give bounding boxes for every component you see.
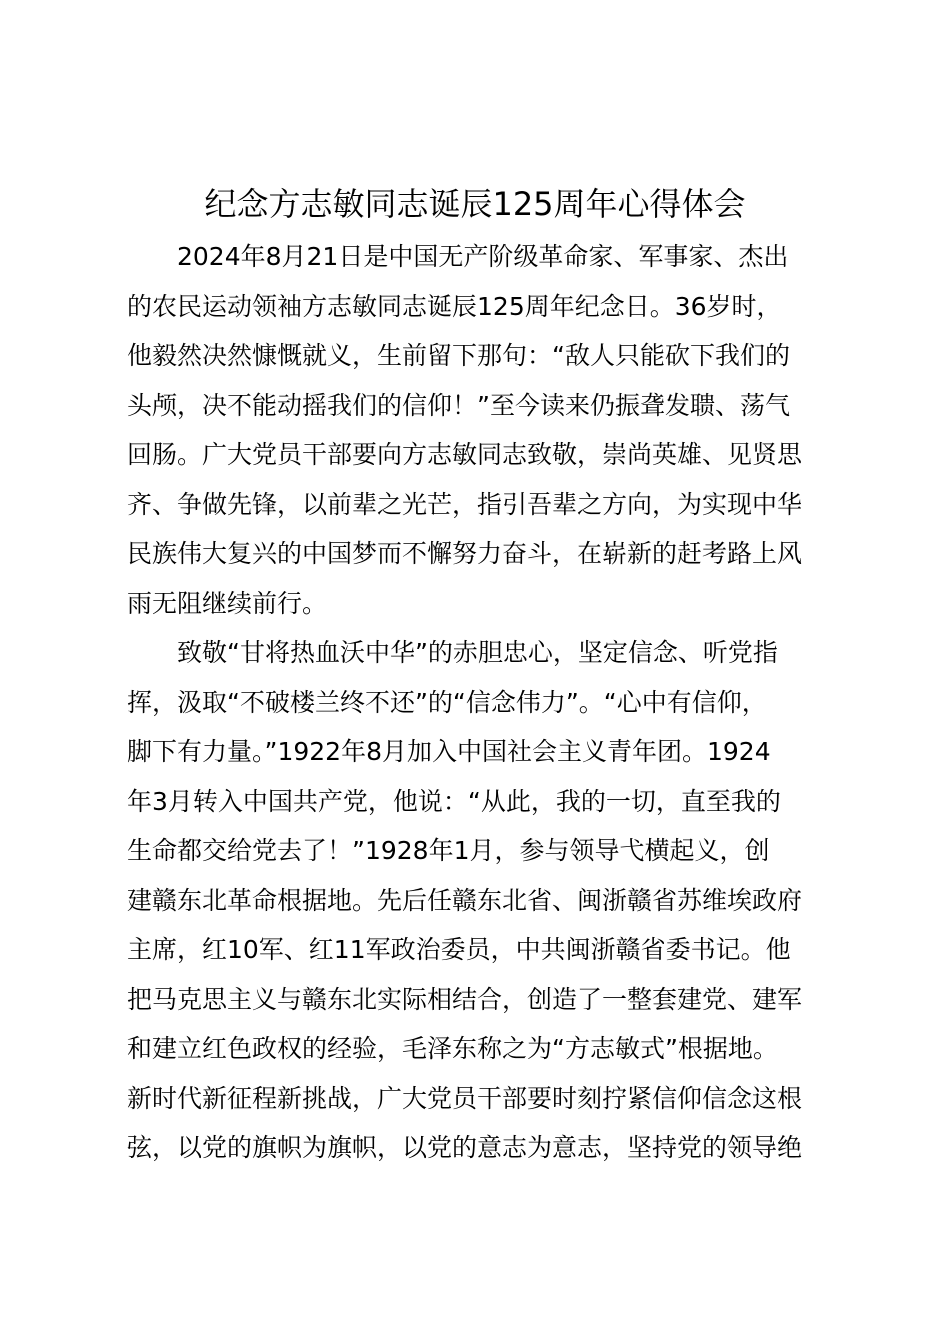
paragraph-line: 回肠。广大党员干部要向方志敏同志致敬，崇尚英雄、见贤思 [127,440,803,469]
document-body [127,232,837,1173]
paragraph-line: 2024年8月21日是中国无产阶级革命家、军事家、杰出 [177,242,789,271]
paragraph-line: 生命都交给党去了！”1928年1月，参与领导弋横起义，创 [127,836,770,865]
paragraph-line: 和建立红色政权的经验，毛泽东称之为“方志敏式”根据地。 [127,1034,778,1063]
paragraph-line: 建赣东北革命根据地。先后任赣东北省、闽浙赣省苏维埃政府 [127,885,803,915]
paragraph-line: 弦，以党的旗帜为旗帜，以党的意志为意志，坚持党的领导绝 [127,1133,803,1162]
paragraph-line: 年3月转入中国共产党，他说：“从此，我的一切，直至我的 [127,786,781,816]
paragraph-line: 民族伟大复兴的中国梦而不懈努力奋斗，在崭新的赶考路上风 [127,539,803,568]
paragraph-line: 挥，汲取“不破楼兰终不还”的“信念伟力”。“心中有信仰， [127,687,767,717]
paragraph-line: 他毅然决然慷慨就义，生前留下那句：“敌人只能砍下我们的 [127,341,790,370]
paragraph-line: 雨无阻继续前行。 [127,588,328,618]
paragraph-line: 新时代新征程新挑战，广大党员干部要时刻拧紧信仰信念这根 [127,1083,803,1113]
paragraph-line: 脚下有力量。”1922年8月加入中国社会主义青年团。1924 [127,737,771,766]
paragraph-2 [127,628,837,1173]
paragraph-line: 头颅，决不能动摇我们的信仰！”至今读来仍振聋发聩、荡气 [127,390,790,420]
paragraph-line: 主席，红10军、红11军政治委员，中共闽浙赣省委书记。他 [127,935,791,964]
paragraph-line: 的农民运动领袖方志敏同志诞辰125周年纪念日。36岁时， [127,291,782,321]
document-title: 纪念方志敏同志诞辰125周年心得体会 [204,185,746,223]
paragraph-line: 把马克思主义与赣东北实际相结合，创造了一整套建党、建军 [127,984,803,1014]
paragraph-line: 齐、争做先锋，以前辈之光芒，指引吾辈之方向，为实现中华 [127,489,803,519]
paragraph-line: 致敬“甘将热血沃中华”的赤胆忠心，坚定信念、听党指 [177,638,778,667]
paragraph-1 [127,232,837,628]
